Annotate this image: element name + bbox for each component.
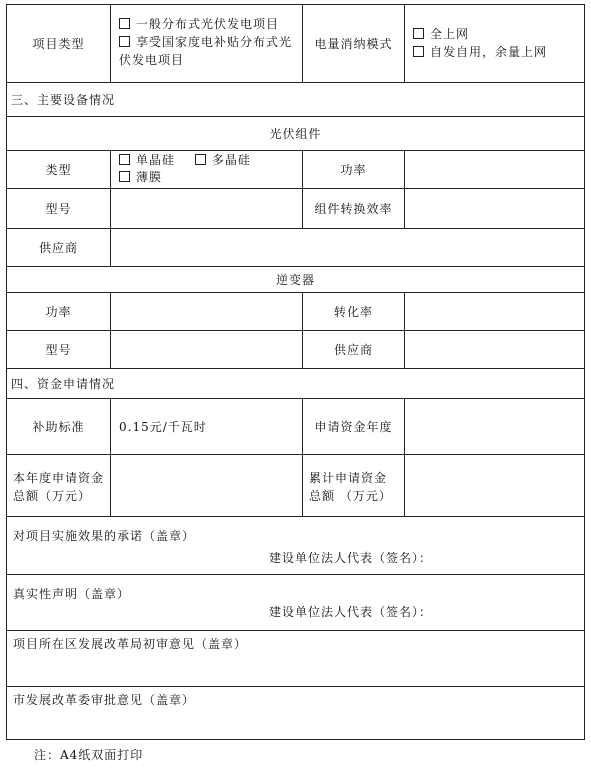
district-opinion-row [7, 631, 584, 687]
project-type-options-cell [111, 5, 303, 82]
section-4-row [7, 369, 584, 399]
option-general-pv: 一般分布式光伏发电项目 [136, 17, 280, 31]
pv-efficiency-value-cell[interactable] [405, 189, 584, 228]
checkbox-self-use[interactable] [413, 46, 424, 57]
subsidy-value-cell [111, 399, 303, 454]
project-type-row [7, 5, 584, 83]
pv-efficiency-label: 组件转换效率 [314, 202, 393, 216]
pv-model-row [7, 189, 584, 229]
checkbox-subsidized-pv[interactable] [119, 36, 130, 47]
inverter-conversion-label-cell [303, 293, 405, 330]
consumption-mode-options-cell [405, 5, 584, 82]
pv-model-label-cell [7, 189, 111, 228]
district-opinion-title: 项目所在区发展改革局初审意见（盖章） [13, 637, 248, 651]
checkbox-mono-si[interactable] [119, 154, 130, 165]
inverter-power-label: 功率 [45, 305, 72, 319]
inverter-title: 逆变器 [275, 273, 315, 287]
application-year-label: 申请资金年度 [314, 420, 393, 434]
authenticity-row [7, 575, 584, 631]
checkbox-poly-si[interactable] [195, 154, 206, 165]
inverter-supplier-value-cell[interactable] [405, 331, 584, 368]
application-year-value-cell[interactable] [405, 399, 584, 454]
checkbox-general-pv[interactable] [119, 18, 130, 29]
pv-model-label: 型号 [45, 202, 72, 216]
inverter-supplier-label-cell [303, 331, 405, 368]
commitment-row [7, 517, 584, 575]
pv-power-label-cell [303, 151, 405, 188]
option-self-use: 自发自用，余量上网 [430, 45, 548, 59]
consumption-mode-label: 电量消纳模式 [314, 37, 393, 51]
project-type-label: 项目类型 [32, 37, 85, 51]
subsidy-label: 补助标准 [32, 420, 85, 434]
pv-module-header-row [7, 117, 584, 151]
option-full-grid: 全上网 [430, 27, 470, 41]
section-3-row [7, 83, 584, 117]
pv-type-label: 类型 [45, 163, 72, 177]
consumption-mode-label-cell [303, 5, 405, 82]
city-opinion-row [7, 687, 584, 739]
commitment-title: 对项目实施效果的承诺（盖章） [13, 529, 196, 543]
subsidy-label-cell [7, 399, 111, 454]
inverter-header-row [7, 267, 584, 293]
pv-power-value-cell[interactable] [405, 151, 584, 188]
inverter-model-label-cell [7, 331, 111, 368]
cumulative-amount-value-cell[interactable] [405, 455, 584, 516]
subsidy-value: 0.15元/千瓦时 [119, 420, 207, 434]
option-subsidized-pv: 享受国家度电补贴分布式光伏发电项目 [119, 35, 293, 67]
city-opinion-title: 市发展改革委审批意见（盖章） [13, 693, 196, 707]
pv-supplier-label-cell [7, 229, 111, 266]
application-form-table [6, 4, 585, 740]
authenticity-signature-label: 建设单位法人代表（签名）： [269, 605, 433, 619]
option-poly-si: 多晶硅 [211, 153, 251, 167]
inverter-power-label-cell [7, 293, 111, 330]
inverter-power-row [7, 293, 584, 331]
option-mono-si: 单晶硅 [136, 153, 176, 167]
checkbox-thin-film[interactable] [119, 171, 130, 182]
inverter-conversion-value-cell[interactable] [405, 293, 584, 330]
pv-type-row [7, 151, 584, 189]
amount-row [7, 455, 584, 517]
cumulative-amount-label: 累计申请资金总额 （万元） [309, 471, 392, 503]
commitment-signature-label: 建设单位法人代表（签名）： [269, 551, 433, 565]
print-footnote: 注：A4纸双面打印 [34, 748, 144, 762]
inverter-supplier-label: 供应商 [333, 343, 373, 357]
annual-amount-value-cell[interactable] [111, 455, 303, 516]
inverter-power-value-cell[interactable] [111, 293, 303, 330]
subsidy-row [7, 399, 584, 455]
pv-type-options-cell [111, 151, 303, 188]
option-thin-film: 薄膜 [136, 170, 163, 184]
pv-supplier-value-cell[interactable] [111, 229, 584, 266]
section-3-title: 三、主要设备情况 [11, 93, 116, 107]
pv-module-title: 光伏组件 [269, 127, 322, 141]
inverter-model-value-cell[interactable] [111, 331, 303, 368]
project-type-label-cell [7, 5, 111, 82]
authenticity-title: 真实性声明（盖章） [13, 587, 131, 601]
inverter-model-label: 型号 [45, 343, 72, 357]
inverter-conversion-label: 转化率 [333, 305, 373, 319]
checkbox-full-grid[interactable] [413, 28, 424, 39]
cumulative-amount-label-cell [303, 455, 405, 516]
pv-supplier-row [7, 229, 584, 267]
section-4-title: 四、资金申请情况 [11, 377, 116, 391]
pv-supplier-label: 供应商 [38, 241, 78, 255]
pv-type-label-cell [7, 151, 111, 188]
pv-efficiency-label-cell [303, 189, 405, 228]
application-year-label-cell [303, 399, 405, 454]
pv-power-label: 功率 [340, 163, 367, 177]
inverter-model-row [7, 331, 584, 369]
pv-model-value-cell[interactable] [111, 189, 303, 228]
annual-amount-label-cell [7, 455, 111, 516]
annual-amount-label: 本年度申请资金总额（万元） [13, 471, 105, 503]
